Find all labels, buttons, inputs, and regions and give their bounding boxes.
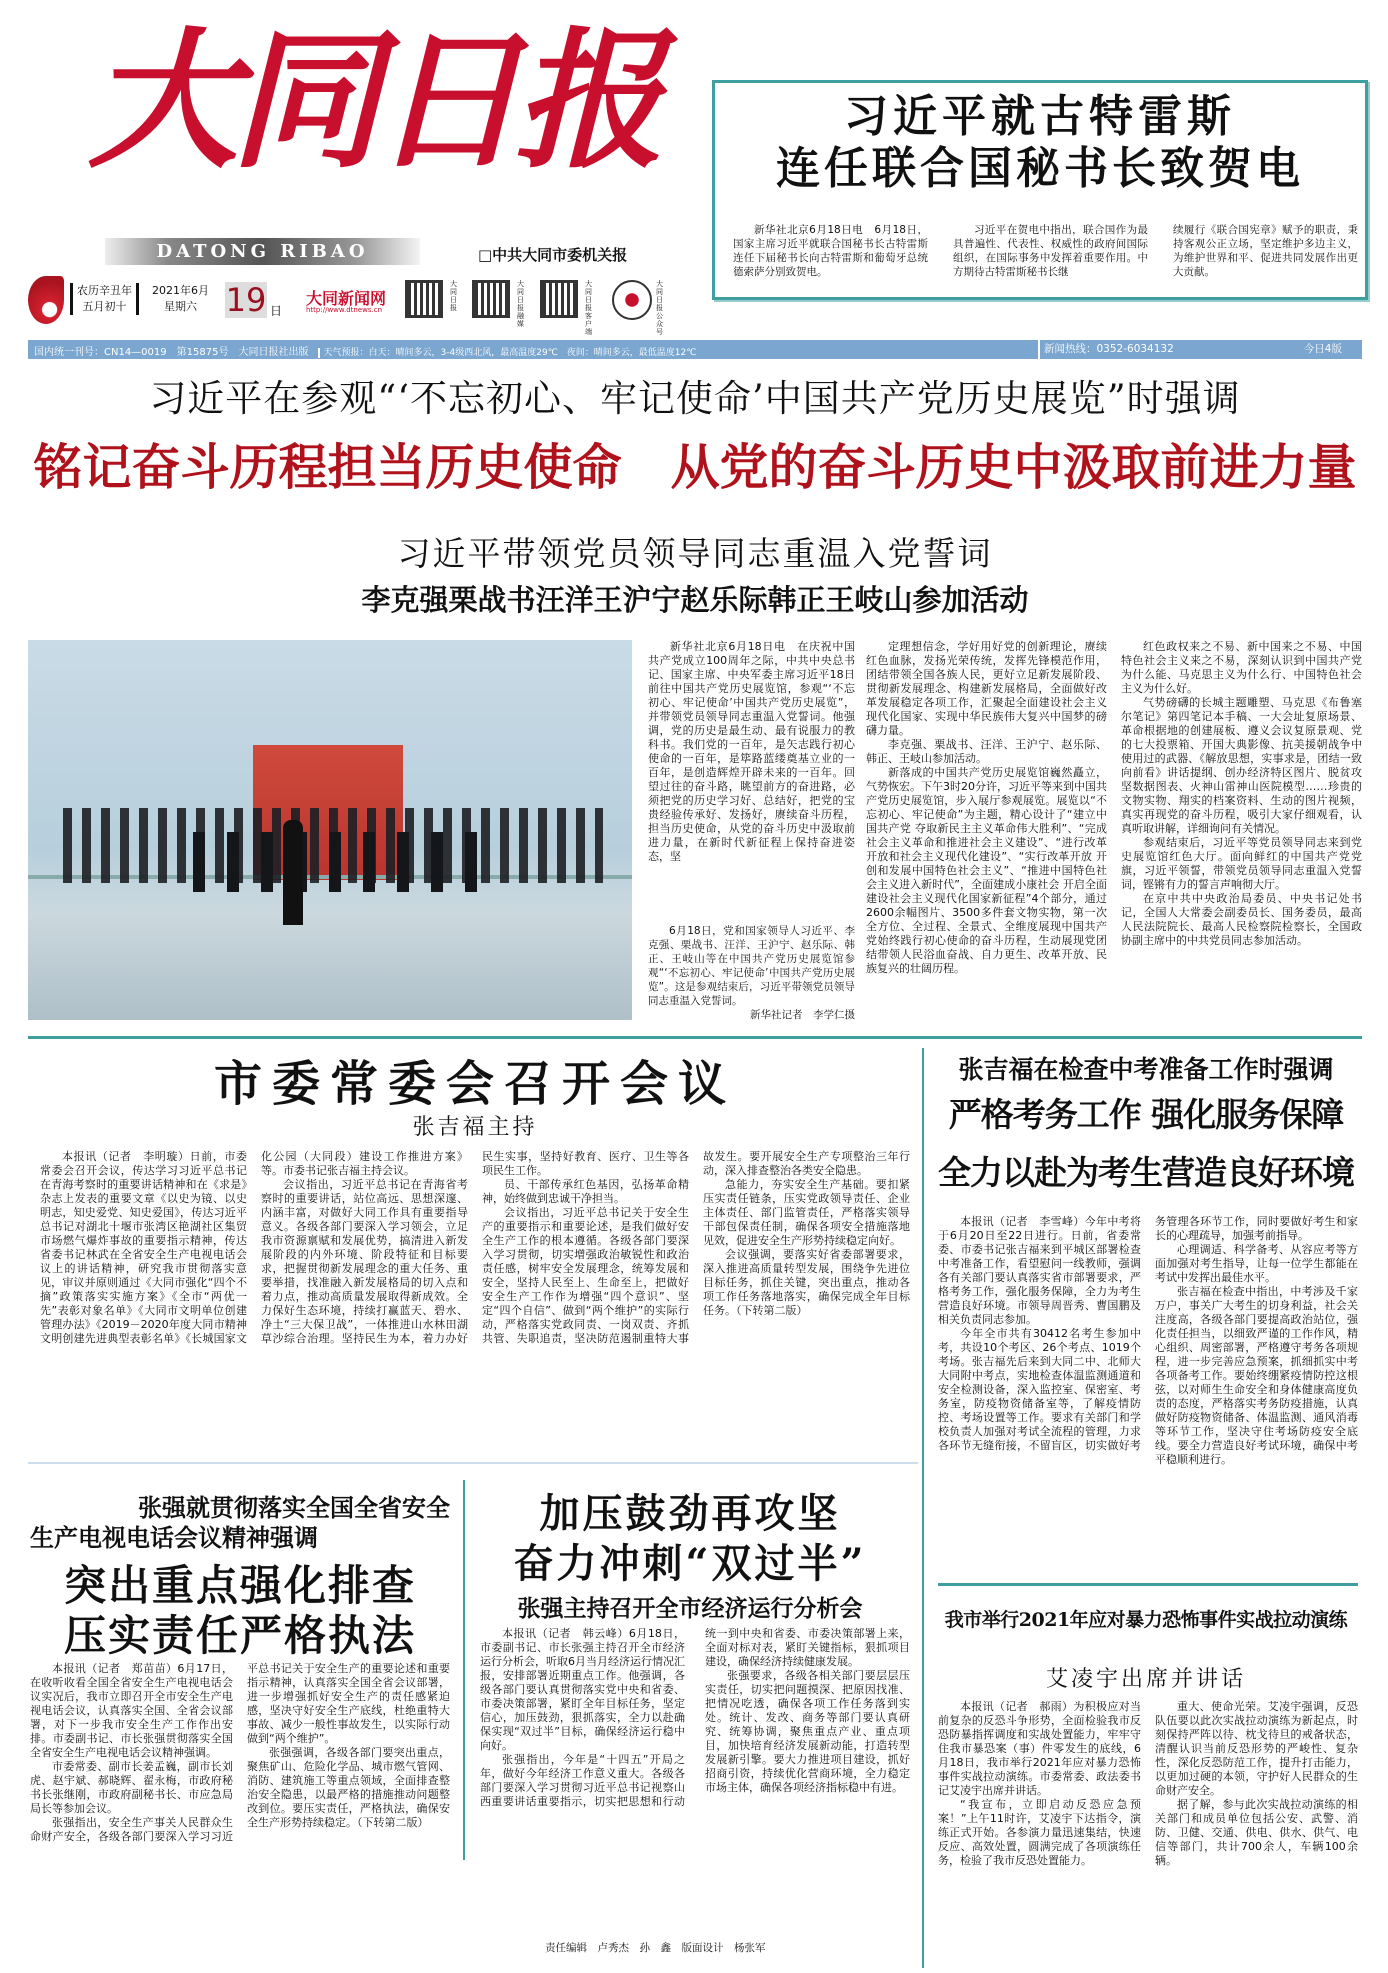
lead-kicker: 习近平在参观“‘不忘初心、牢记使命’中国共产党历史展览”时强调: [149, 377, 1241, 420]
lead-article-first-column: [648, 640, 855, 1022]
section-divider: [28, 1036, 1362, 1039]
people-row-front: [193, 832, 483, 892]
qr-code-icon[interactable]: [405, 280, 443, 318]
lunar-year: 农历辛丑年: [77, 284, 132, 297]
economy-subtitle: 张强主持召开全市经济运行分析会: [517, 1595, 863, 1622]
lunar-date: [70, 283, 139, 315]
issue-info: 国内统一刊号：CN14—0019 第15875号 大同日报社出版: [34, 347, 309, 358]
news-site-url[interactable]: http://www.dtnews.cn: [306, 306, 383, 314]
standing-committee-body: 本报讯（记者 李明璇）日前，市委常委会召开会议，传达学习习近平总书记在青海考察时的重要讲话精神和在《求是》杂志上发表的重要文章《以史为镜、以史明志，知史爱党、知史爱国》，传达习近平总书记对湖北十堰市张湾区艳湖社区集贸市场燃气爆炸事故的重要指示精神，传达省委书记林武在全省安全生产电视电话会议上的讲话精神，研究我市贯彻落实意见，审议并原则通过《大同市强化“四个不摘”政策落实实施方案》《全市“两优一先”表彰对象名单》《大同市文明单位创建管理办法》《2019－2020年度大同市精神文明创建先进典型表彰名单》《长城国家文化公园（大同段）建设工作推进方案》等。市委书记张吉福主持会议。 会议指出，习近平总书记在青海省考察时的重要讲话，站位高远、思想深邃、内涵丰富，对做好大同工作具有重要指导意义。各级各部门要深入学习领会，立足我市资源禀赋和发展优势，搞清进入新发展阶段的内外环境、阶段特征和目标要求，把握贯彻新发展理念的重大任务、重要举措，找准融入新发展格局的切入点和着力点，推动高质量发展取得新成效。全力保好生态环境，持续打赢蓝天、碧水、净土“三大保卫战”，一体推进山水林田湖草沙综合治理。坚持民生为本，着力办好民生实事，坚持好教育、医疗、卫生等各项民生工作。 员、干部传承红色基因，弘扬革命精神，始终做到忠诚干净担当。 会议指出，习近平总书记关于安全生产的重要指示和重要论述，是我们做好安全生产工作的根本遵循。各级各部门要深入学习贯彻，切实增强政治敏锐性和政治责任感，树牢安全发展理念，统筹发展和安全，坚持人民至上、生命至上，把做好安全生产工作作为增强“四个意识”、坚定“四个自信”、做到“两个维护”的实际行动，严格落实党政同责、一岗双责、齐抓共管、失职追责，坚决防范遏制重特大事故发生。要开展安全生产专项整治三年行动，深入排查整治各类安全隐患。 急能力，夯实安全生产基础。要扣紧压实责任链条，压实党政领导责任、企业主体责任、部门监管责任，严格落实领导干部包保责任制，确保各项安全措施落地见效，促进安全生产形势持续稳定向好。 会议强调，要落实好省委部署要求，深入推进高质量转型发展，围绕争先进位目标任务，抓住关键，突出重点，推动各项工作任务落地落实，确保完成全年目标任务。（下转第二版）: [40, 1150, 910, 1345]
standing-committee-subtitle: 张吉福主持: [412, 1115, 538, 1140]
column-divider: [922, 1048, 924, 1968]
economy-headline: 加压鼓劲再攻坚: [539, 1490, 841, 1537]
article-column: 新华社北京6月18日电 6月18日，国家主席习近平就联合国秘书长古特雷斯连任下届秘书长向古特雷斯和葡萄牙总统德索萨分别致贺电。: [733, 224, 928, 278]
qr-label: 大同日报公众号: [656, 280, 663, 336]
day-unit: 日: [270, 304, 283, 318]
safety-kicker-2: 生产电视电话会议精神强调: [30, 1523, 318, 1552]
qr-label: 大同日报融媒: [517, 280, 524, 328]
article-column: 习近平在贺电中指出，联合国作为最具普遍性、代表性、权威性的政府间国际组织，在国际事务中发挥着重要作用。中方期待古特雷斯秘书长继: [953, 224, 1148, 278]
leader-figure: [283, 820, 303, 925]
qr-code-icon[interactable]: [540, 280, 578, 318]
section-divider: [28, 1462, 918, 1464]
safety-headline: 突出重点强化排查: [63, 1561, 416, 1610]
news-site-logo[interactable]: 大同新闻网: [306, 289, 387, 308]
economy-headline-2: 奋力冲刺“双过半”: [513, 1540, 867, 1587]
masthead-organ: □中共大同市委机关报: [478, 246, 628, 264]
day-number: 19: [225, 281, 267, 319]
date: [152, 283, 209, 315]
lead-photo: [28, 640, 632, 1020]
qr-label: 大同日报客户端: [585, 280, 592, 336]
safety-kicker: 张强就贯彻落实全国全省安全: [138, 1493, 450, 1522]
news-hotline: 新闻热线：0352-6034132: [1038, 340, 1174, 359]
exam-headline-2: 全力以赴为考生营造良好环境: [938, 1153, 1354, 1192]
standing-committee-headline: 市委常委会召开会议: [213, 1056, 736, 1112]
article-headline: 连任联合国秘书长致贺电: [776, 143, 1304, 194]
qr-label: 大同日报: [450, 280, 457, 312]
weekday: 星期六: [164, 300, 197, 313]
lead-headline: 铭记奋斗历程担当历史使命 从党的奋斗历史中汲取前进力量: [33, 439, 1357, 496]
safety-body: 本报讯（记者 郑苗苗）6月17日，在收听收看全国全省安全生产电视电话会议实况后，我市立即召开全市安全生产电视电话会议，认真落实全国、全省会议部署，对下一步我市安全生产工作作出安排。市委副书记、市长张强贯彻落实全国全省安全生产电视电话会议精神强调。 市委常委、副市长姜孟巍，副市长刘虎、赵宇斌、郝晓辉、翟永梅，市政府秘书长张继刚，市政府副秘书长、市应急局局长等参加会议。 张强指出，安全生产事关人民群众生命财产安全，各级各部门要深入学习习近平总书记关于安全生产的重要论述和重要指示精神，认真落实全国全省会议部署，进一步增强抓好安全生产的责任感紧迫感，坚决守好安全生产底线，杜绝重特大事故、减少一般性事故发生，以实际行动做到“两个维护”。 张强强调，各级各部门要突出重点，聚焦矿山、危险化学品、城市燃气管网、消防、建筑施工等重点领域，全面排查整治安全隐患，以最严格的措施推动问题整改到位。要压实责任，严格执法，确保安全生产形势持续稳定。（下转第二版）: [30, 1662, 450, 1843]
photo-caption-text: 6月18日，党和国家领导人习近平、李克强、栗战书、汪洋、王沪宁、赵乐际、韩正、王岐山等在中国共产党历史展览馆参观“‘不忘初心、牢记使命’中国共产党历史展览”。这是参观结束后，习近平带领党员领导同志重温入党誓词。: [648, 925, 855, 1007]
economy-body: 本报讯（记者 韩云峰）6月18日，市委副书记、市长张强主持召开全市经济运行分析会，听取6月当月经济运行情况汇报，安排部署近期重点工作。他强调，各级各部门要认真贯彻落实党中央和省委、市委决策部署，紧盯全年目标任务，坚定信心，加压鼓劲，狠抓落实，全力以赴确保实现“双过半”目标，确保经济运行稳中向好。 张强指出，今年是“十四五”开局之年，做好今年经济工作意义重大。各级各部门要深入学习贯彻习近平总书记视察山西重要讲话重要指示，切实把思想和行动统一到中央和省委、市委决策部署上来，全面对标对表，紧盯关键指标，狠抓项目建设，确保经济持续健康发展。 张强要求，各级各相关部门要层层压实责任，切实把问题摸深、把原因找准、把情况吃透，确保各项工作任务落到实处。统计、发改、商务等部门要认真研究、统筹协调，聚焦重点产业、重点项目，加快培育经济发展新动能，打造转型发展新引擎。要大力推进项目建设，抓好招商引资，持续优化营商环境，全力稳定市场主体，确保各项经济指标稳中有进。: [480, 1627, 910, 1808]
flame-logo-icon: [28, 276, 64, 324]
qr-code-icon[interactable]: [472, 280, 510, 318]
lead-subheadline-2: 李克强栗战书汪洋王沪宁赵乐际韩正王岐山参加活动: [361, 583, 1029, 617]
exam-kicker: 张吉福在检查中考准备工作时强调: [958, 1055, 1334, 1084]
column-divider: [463, 1480, 465, 1860]
lead-article-lede: 新华社北京6月18日电 在庆祝中国共产党成立100周年之际，中共中央总书记、国家主席、中央军委主席习近平18日前往中国共产党历史展览馆，参观“‘不忘初心、牢记使命’中国共产党历史展览”，并带领党员领导同志重温入党誓词。他强调，党的历史是最生动、最有说服力的教科书。我们党的一百年，是矢志践行初心使命的一百年，是筚路蓝缕奠基立业的一百年，是创造辉煌开辟未来的一百年。回望过往的奋斗路，眺望前方的奋进路，必须把党的历史学习好、总结好，把党的宝贵经验传承好、发扬好，赓续奋斗历程，担当历史使命，从党的奋斗历史中汲取前进力量，在新时代新征程上保持奋进姿态，坚: [648, 640, 855, 863]
photo-credit: 新华社记者 李学仁摄: [750, 1009, 855, 1021]
lead-subheadline: 习近平带领党员领导同志重温入党誓词: [397, 534, 993, 573]
page-credits: 责任编辑 卢秀杰 孙 鑫 版面设计 杨张军: [545, 1942, 766, 1954]
drill-body: 本报讯（记者 郝雨）为积极应对当前复杂的反恐斗争形势，全面检验我市反恐防暴指挥调度和实战处置能力，牢牢守住我市暴恐案（事）件零发生的底线，6月18日，我市举行2021年应对暴力恐怖事件实战拉动演练。市委常委、政法委书记艾凌宇出席并讲话。 “我宣布，立即启动反恐应急预案！”上午11时许，艾凌宇下达指令，演练正式开始。各参演力量迅速集结，快速反应、高效处置，圆满完成了各项演练任务，检验了我市反恐处置能力。 重大、使命光荣。艾凌宇强调，反恐队伍要以此次实战拉动演练为新起点，时刻保持严阵以待、枕戈待旦的戒备状态，清醒认识当前反恐形势的严峻性、复杂性，深化反恐防范工作，提升打击能力，以更加过硬的本领，守护好人民群众的生命财产安全。 据了解，参与此次实战拉动演练的相关部门和成员单位包括公安、武警、消防、卫健、交通、供电、供水、供气、电信等部门，共计700余人，车辆100余辆。: [938, 1700, 1358, 1867]
drill-headline: 我市举行2021年应对暴力恐怖事件实战拉动演练: [944, 1609, 1348, 1631]
info-bar-left: [28, 340, 1028, 359]
safety-headline-2: 压实责任严格执法: [63, 1611, 416, 1660]
article-column: 续履行《联合国宪章》赋予的职责，秉持客观公正立场，坚定维护多边主义，为维护世界和平、促进共同发展作出更大贡献。: [1173, 224, 1358, 278]
year-month: 2021年6月: [152, 284, 209, 297]
lead-article-body: 定理想信念，学好用好党的创新理论，赓续红色血脉，发扬光荣传统，发挥先锋模范作用，团结带领全国各族人民，更好立足新发展阶段、贯彻新发展理念、构建新发展格局，全面做好改革发展稳定各项工作，汇聚起全面建设社会主义现代化国家、实现中华民族伟大复兴中国梦的磅礴力量。 李克强、栗战书、汪洋、王沪宁、赵乐际、韩正、王岐山参加活动。 新落成的中国共产党历史展览馆巍然矗立，气势恢宏。下午3时20分许，习近平等来到中国共产党历史展览馆，步入展厅参观展览。展览以“不忘初心、牢记使命”为主题，精心设计了“建立中国共产党 夺取新民主主义革命伟大胜利”、“完成社会主义革命和推进社会主义建设”、“进行改革开放和社会主义现代化建设”、“实行改革开放 开创和发展中国特色社会主义”、“推进中国特色社会主义进入新时代”，全面建成小康社会 开启全面建设社会主义现代化国家新征程”4个部分，通过2600余幅图片、3500多件套文物实物，第一次全方位、全过程、全景式、全维度展现中国共产党始终践行初心使命的奋斗历程，生动展现党团结带领人民浴血奋战、自力更生、改革开放、民族复兴的壮阔历程。 红色政权来之不易、新中国来之不易、中国特色社会主义来之不易，深刻认识到中国共产党为什么能、马克思主义为什么行、中国特色社会主义为什么好。 气势磅礴的长城主题雕塑、马克思《布鲁塞尔笔记》第四笔记本手稿、一大会址复原场景、革命根据地的创建展板、遵义会议复原景观、党的七大投票箱、开国大典影像、抗美援朝战争中使用过的武器、《解放思想，实事求是，团结一致向前看》讲话提纲、创办经济特区图片、脱贫攻坚数据图表、火神山雷神山医院模型……珍贵的文物实物、翔实的档案资料、生动的图片视频，真实再现党的奋斗历程，吸引大家仔细观看，认真听取讲解，详细询问有关情况。 参观结束后，习近平等党员领导同志来到党史展览馆红色大厅。面向鲜红的中国共产党党旗，习近平领誓，带领党员领导同志重温入党誓词，铿锵有力的誓言声响彻大厅。 在京中共中央政治局委员、中央书记处书记，全国人大常委会副委员长、国务委员，最高人民法院院长、最高人民检察院检察长，全国政协副主席中的中共党员同志参加活动。: [866, 640, 1362, 975]
drill-subtitle: 艾凌宇出席并讲话: [1045, 1667, 1246, 1692]
photo-caption: [648, 924, 855, 1022]
section-divider: [938, 1583, 1358, 1586]
exam-body: 本报讯（记者 李雪峰）今年中考将于6月20日至22日进行。日前，省委常委、市委书记张吉福来到平城区部署检查中考准备工作，看望慰问一线教师，强调各有关部门要认真落实省市部署要求，严格考务工作，强化服务保障，全力为考生营造良好环境。市领导周晋秀、曹国鹏及相关负责同志参加。 今年全市共有30412名考生参加中考，共设10个考区、26个考点、1019个考场。张吉福先后来到大同二中、北师大大同附中考点，实地检查体温监测通道和安全检测设备，深入监控室、保密室、考务室，防疫物资储备室等，了解疫情防控、考场设置等工作。要求有关部门和学校负责人加强对考试全流程的管理，力求各环节无缝衔接，不留盲区，切实做好考务管理各环节工作，同时要做好考生和家长的心理疏导，加强考前指导。 心理调适、科学备考、从容应考等方面加强对考生指导，让每一位学生都能在考试中发挥出最佳水平。 张吉福在检查中指出，中考涉及千家万户，事关广大考生的切身利益，社会关注度高，各级各部门要提高政治站位，强化责任担当，以细致严谨的工作作风，精心组织、周密部署，严格遵守考务各项规程，进一步完善应急预案，抓细抓实中考各项备考工作。要始终绷紧疫情防控这根弦，以对师生生命安全和身体健康高度负责的态度，严格落实考务防疫措施，认真做好防疫物资储备、体温监测、通风消毒等环节工作，坚决守住考场防疫安全底线。要全力营造良好考试环境，确保中考平稳顺利进行。: [938, 1215, 1358, 1466]
article-headline: 习近平就古特雷斯: [844, 91, 1236, 142]
page-count: 今日4版: [1303, 343, 1342, 355]
wechat-qr-icon[interactable]: [612, 280, 652, 320]
newspaper-logo: 大同日报: [88, 13, 657, 189]
top-right-article: [712, 80, 1368, 300]
exam-headline: 严格考务工作 强化服务保障: [948, 1095, 1344, 1134]
lunar-day: 五月初十: [82, 300, 127, 313]
masthead-pinyin: DATONG RIBAO: [105, 238, 420, 265]
weather-forecast: 天气预报：白天：晴间多云，3-4级西北风，最高温度29℃ 夜间：晴间多云，最低温度12℃: [318, 348, 697, 358]
info-bar-right: [1028, 340, 1362, 359]
